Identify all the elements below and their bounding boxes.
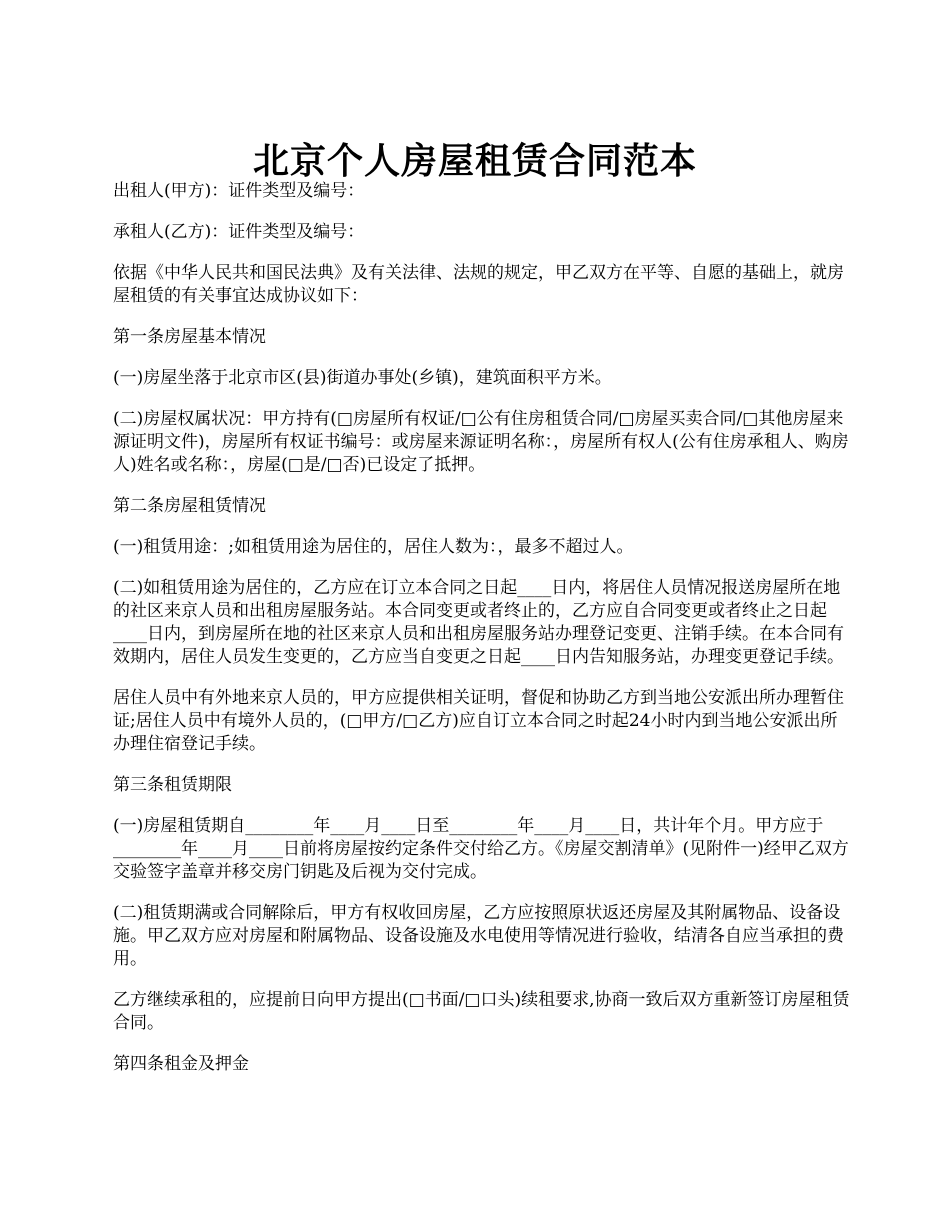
document-title: 北京个人房屋租赁合同范本 <box>252 140 697 183</box>
paragraph-lease-term: (一)房屋租赁期自________年____月____日至________年____月____日，共计年个月。甲方应于________年____月____日前将房屋按约定条件交付给乙方。《房屋交割清单》(见附件一)经甲乙双方交验签字盖章并移交房门钥匙及后视为交付完成。 <box>113 816 849 882</box>
paragraph-nonlocal-residents: 居住人员中有外地来京人员的，甲方应提供相关证明，督促和协助乙方到当地公安派出所办理暂住证;居住人员中有境外人员的，(□甲方/□乙方)应自订立本合同之时起24小时内到当地公安派出所办理住宿登记手续。 <box>113 688 844 754</box>
paragraph-renewal: 乙方继续承租的，应提前日向甲方提出(□书面/□口头)续租要求,协商一致后双方重新签订房屋租赁合同。 <box>113 990 850 1033</box>
document-body <box>113 180 853 1094</box>
paragraph-preamble: 依据《中华人民共和国民法典》及有关法律、法规的规定，甲乙双方在平等、自愿的基础上，就房屋租赁的有关事宜达成协议如下： <box>113 263 844 306</box>
paragraph-location: (一)房屋坐落于北京市区(县)街道办事处(乡镇)，建筑面积平方米。 <box>113 368 612 388</box>
paragraph-ownership: (二)房屋权属状况：甲方持有(□房屋所有权证/□公有住房租赁合同/□房屋买卖合同/□其他房屋来源证明文件)，房屋所有权证书编号：或房屋来源证明名称：，房屋所有权人(公有住房承租人、购房人)姓名或名称：，房屋(□是/□否)已设定了抵押。 <box>113 409 849 475</box>
paragraph-residents-registration: (二)如租赁用途为居住的，乙方应在订立本合同之日起____日内，将居住人员情况报送房屋所在地的社区来京人员和出租房屋服务站。本合同变更或者终止的，乙方应自合同变更或者终止之日起____日内，到房屋所在地的社区来京人员和出租房屋服务站办理登记变更、注销手续。在本合同有效期内，居住人员发生变更的，乙方应当自变更之日起____日内告知服务站，办理变更登记手续。 <box>113 578 844 667</box>
section-heading-article-2: 第二条房屋租赁情况 <box>113 496 266 516</box>
section-heading-article-1: 第一条房屋基本情况 <box>113 327 266 347</box>
paragraph-purpose: (一)租赁用途：;如租赁用途为居住的，居住人数为：，最多不超过人。 <box>113 537 634 557</box>
paragraph-lease-expiry: (二)租赁期满或合同解除后，甲方有权收回房屋，乙方应按照原状返还房屋及其附属物品、设备设施。甲乙双方应对房屋和附属物品、设备设施及水电使用等情况进行验收，结清各自应当承担的费用。 <box>113 903 844 969</box>
paragraph-lessee: 承租人(乙方)：证件类型及编号： <box>113 222 365 242</box>
section-heading-article-3: 第三条租赁期限 <box>113 775 232 795</box>
section-heading-article-4: 第四条租金及押金 <box>113 1054 249 1074</box>
paragraph-lessor: 出租人(甲方)：证件类型及编号： <box>113 181 365 201</box>
